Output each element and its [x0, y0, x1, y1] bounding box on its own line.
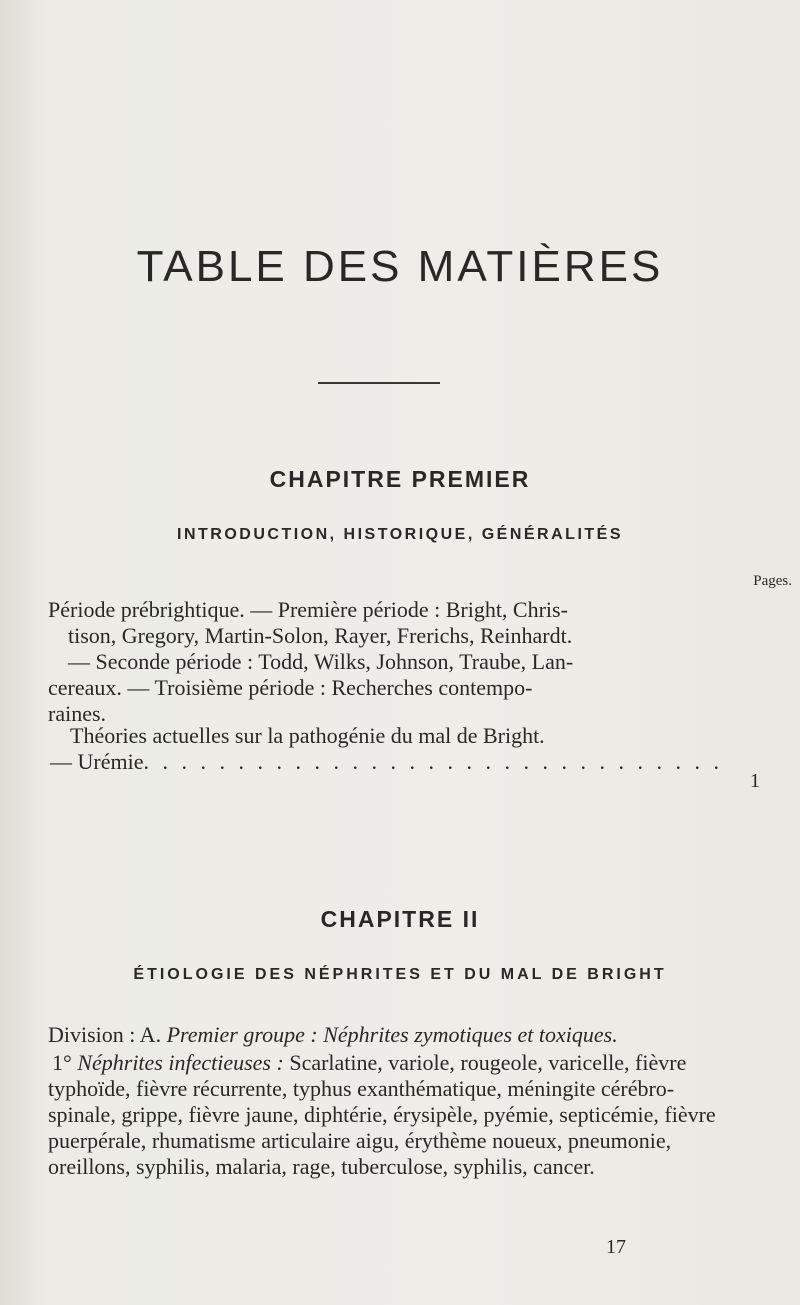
leader-dots: . . . . . . . . . . . . . . . . . . . . . . . . . . . . . . . [143, 749, 723, 774]
entry-line: — Seconde période : Todd, Wilks, Johnson, Traube, Lan- [68, 649, 574, 674]
chapter-2-entry [48, 1022, 738, 1180]
item-paragraph [48, 1050, 738, 1180]
division-title: Premier groupe : Néphrites zymotiques et toxiques. [166, 1022, 618, 1047]
item-text: Scarlatine, variole, rougeole, varicelle, fièvre typhoïde, fièvre récurrente, typhus exanthématique, méningite cérébro-spinale, grippe, fièvre jaune, diphtérie, érysipèle, pyémie, septicémie, fièvre puerpérale, rhumatisme articulaire aigu, érythème noueux, pneumonie, oreillons, syphilis, malaria, rage, tuberculose, syphilis, cancer. [48, 1050, 716, 1179]
entry-line: Période prébrightique. — Première période : Bright, Chris- [48, 597, 568, 622]
entry-line: raines. [48, 701, 107, 726]
division-line [48, 1022, 738, 1048]
item-number: 1° [52, 1050, 78, 1075]
chapter-2-page-number: 17 [606, 1236, 626, 1258]
uremie-label: — Urémie [50, 749, 144, 774]
pages-column-label: Pages. [753, 573, 792, 589]
entry-line: Théories actuelles sur la pathogénie du mal de Bright. [70, 723, 545, 748]
chapter-2-subtitle: ÉTIOLOGIE DES NÉPHRITES ET DU MAL DE BRIGHT [133, 966, 667, 983]
chapter-1-subtitle: INTRODUCTION, HISTORIQUE, GÉNÉRALITÉS [177, 526, 623, 543]
title-rule [318, 382, 440, 384]
page-title: TABLE DES MATIÈRES [136, 242, 664, 291]
chapter-2-heading: CHAPITRE II [320, 906, 480, 932]
chapter-1-entry [48, 597, 760, 775]
chapter-1-page-number: 1 [750, 770, 760, 792]
chapter-1-heading: CHAPITRE PREMIER [269, 466, 531, 492]
entry-line: tison, Gregory, Martin-Solon, Rayer, Frerichs, Reinhardt. [68, 623, 573, 648]
entry-leader-line [48, 749, 740, 775]
division-prefix: Division : A. [48, 1022, 167, 1047]
item-heading: Néphrites infectieuses : [77, 1050, 284, 1075]
entry-line: cereaux. — Troisième période : Recherches contempo- [48, 675, 533, 700]
